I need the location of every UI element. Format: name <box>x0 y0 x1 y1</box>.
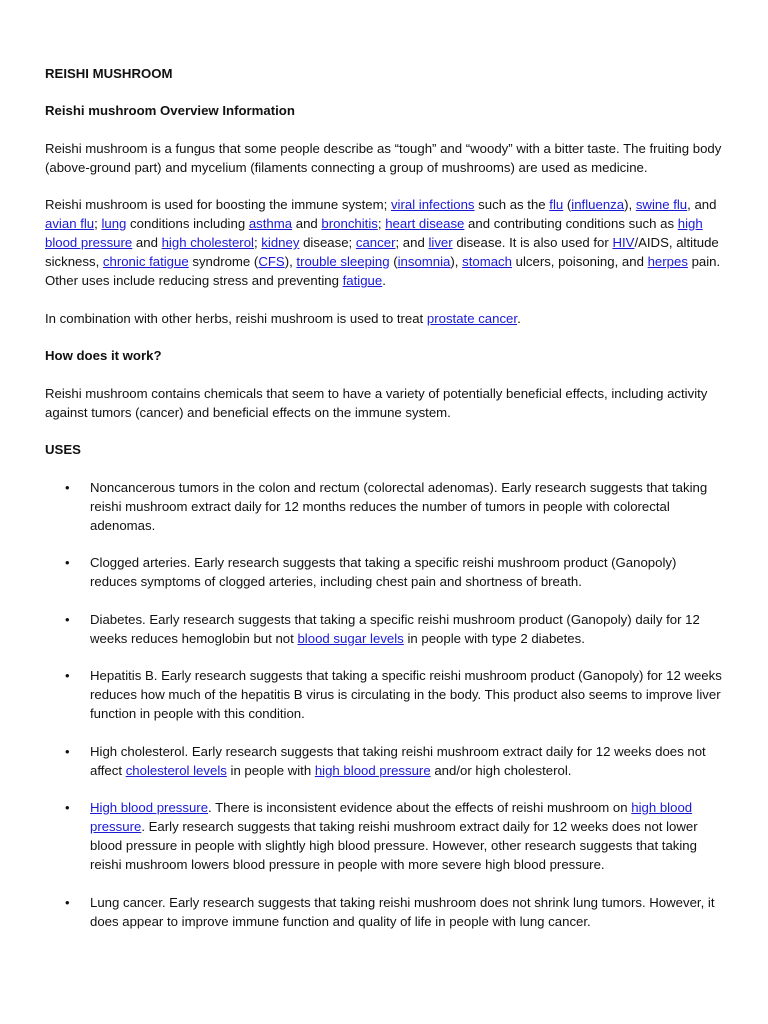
link-viral-infections[interactable]: viral infections <box>390 197 475 212</box>
link-trouble-sleeping[interactable]: trouble sleeping <box>296 254 390 269</box>
link-hiv[interactable]: HIV <box>612 235 635 250</box>
text-segment: . <box>382 273 386 288</box>
link-avian-flu[interactable]: avian flu <box>45 216 95 231</box>
list-item-text: Lung cancer. Early research suggests that taking reishi mushroom does not shrink lung tumors. However, it does appear to improve immune function and quality of life in people with lung cancer. <box>90 894 715 929</box>
link-fatigue[interactable]: fatigue <box>342 273 383 288</box>
link-heart-disease[interactable]: heart disease <box>385 216 465 231</box>
link-herpes[interactable]: herpes <box>647 254 688 269</box>
text-segment: and <box>132 235 162 250</box>
text-segment: ; <box>253 235 262 250</box>
text-segment: syndrome ( <box>188 254 259 269</box>
list-item-text: Noncancerous tumors in the colon and rectum (colorectal adenomas). Early research suggests that taking reishi mushroom extract daily for 12 months reduces the number of tumors in people with colorectal adenomas. <box>90 479 708 533</box>
bullet-icon: • <box>65 555 70 570</box>
bullet-icon: • <box>65 479 70 495</box>
text-segment: pain. Other uses include reducing stress and preventing <box>45 254 721 288</box>
text-segment: In combination with other herbs, reishi mushroom is used to treat <box>45 310 427 326</box>
link-bronchitis[interactable]: bronchitis <box>321 216 378 231</box>
list-item-blood-pressure <box>45 798 725 874</box>
link-high-blood-pressure[interactable]: high blood pressure <box>90 800 693 834</box>
bullet-icon: • <box>65 800 70 815</box>
text-segment: ), <box>624 197 636 212</box>
link-cholesterol-levels[interactable]: cholesterol levels <box>125 762 227 778</box>
how-paragraph: Reishi mushroom contains chemicals that seem to have a variety of potentially beneficial effects, including activity against tumors (cancer) and beneficial effects on the immune system. <box>45 385 708 420</box>
list-item-cholesterol <box>45 742 725 780</box>
text-segment: and <box>292 216 322 231</box>
text-segment: ulcers, poisoning, and <box>511 254 648 269</box>
text-segment: disease; <box>299 235 356 250</box>
link-kidney[interactable]: kidney <box>261 235 300 250</box>
uses-list <box>45 478 725 931</box>
text-segment: ; <box>94 216 102 231</box>
link-flu[interactable]: flu <box>549 197 564 212</box>
link-blood-sugar-levels[interactable]: blood sugar levels <box>297 630 404 646</box>
list-item-lung-cancer <box>45 893 725 931</box>
bullet-icon: • <box>65 611 70 627</box>
overview-heading: Reishi mushroom Overview Information <box>45 103 295 118</box>
bullet-icon: • <box>65 743 70 759</box>
link-high-blood-pressure[interactable]: high blood pressure <box>314 762 431 778</box>
text-segment: such as the <box>474 197 550 212</box>
list-item-hepatitis <box>45 666 725 723</box>
link-high-blood-pressure[interactable]: High blood pressure <box>90 800 209 815</box>
text-segment: Reishi mushroom is used for boosting the immune system; <box>45 197 391 212</box>
intro-paragraph: Reishi mushroom is a fungus that some people describe as “tough” and “woody” with a bitter taste. The fruiting body (above-ground part) and mycelium (filaments connecting a group of mushrooms) are used as medicine. <box>45 140 722 175</box>
link-stomach[interactable]: stomach <box>462 254 512 269</box>
link-influenza[interactable]: influenza <box>571 197 625 212</box>
uses-paragraph <box>45 195 725 290</box>
link-prostate-cancer[interactable]: prostate cancer <box>426 310 518 326</box>
link-cancer[interactable]: cancer <box>355 235 396 250</box>
list-item-text: Hepatitis B. Early research suggests that taking a specific reishi mushroom product (Ganopoly) for 12 weeks reduces how much of the hepatitis B virus is circulating in the body. This product also seems to improve liver function in people with this condition. <box>90 668 722 721</box>
link-chronic-fatigue[interactable]: chronic fatigue <box>102 254 189 269</box>
text-segment: ; and <box>395 235 429 250</box>
document-title: REISHI MUSHROOM <box>45 66 173 81</box>
list-item-text: Clogged arteries. Early research suggests that taking a specific reishi mushroom product (Ganopoly) reduces symptoms of clogged arteries, including chest pain and shortness of breath. <box>90 555 677 589</box>
link-liver[interactable]: liver <box>428 235 453 250</box>
text-segment: ; <box>377 216 386 231</box>
text-segment: , and <box>687 197 717 212</box>
document-page <box>45 64 725 931</box>
text-segment: ( <box>389 254 398 269</box>
link-high-blood-pressure[interactable]: high blood pressure <box>45 216 703 250</box>
text-segment: ( <box>563 197 572 212</box>
text-segment: and contributing conditions such as <box>464 216 678 231</box>
text-segment: conditions including <box>126 216 249 231</box>
text-segment: . Early research suggests that taking reishi mushroom extract daily for 12 weeks does not lower blood pressure in people with slightly high blood pressure. However, other research suggests that taking reishi mushroom lowers blood pressure in people with more severe high blood pressure. <box>90 819 698 872</box>
text-segment: and/or high cholesterol. <box>430 762 572 778</box>
link-swine-flu[interactable]: swine flu <box>635 197 688 212</box>
text-segment: High cholesterol. Early research suggests that taking reishi mushroom extract daily for 12 weeks does not affect <box>90 743 706 778</box>
uses-heading: USES <box>45 442 81 457</box>
bullet-icon: • <box>65 668 70 683</box>
text-segment: . There is inconsistent evidence about the effects of reishi mushroom on <box>208 800 632 815</box>
text-segment: disease. It is also used for <box>452 235 613 250</box>
link-insomnia[interactable]: insomnia <box>397 254 451 269</box>
combination-paragraph <box>45 309 725 328</box>
list-item-arteries <box>45 553 725 591</box>
link-lung[interactable]: lung <box>101 216 127 231</box>
link-high-cholesterol[interactable]: high cholesterol <box>161 235 254 250</box>
text-segment: in people with type 2 diabetes. <box>403 630 585 646</box>
text-segment: . <box>517 310 521 326</box>
link-asthma[interactable]: asthma <box>248 216 293 231</box>
list-item-diabetes <box>45 610 725 648</box>
text-segment: ), <box>450 254 463 269</box>
how-heading: How does it work? <box>45 348 162 363</box>
list-item-colorectal <box>45 478 725 535</box>
text-segment: /AIDS, altitude sickness, <box>45 235 719 269</box>
link-cfs[interactable]: CFS <box>258 254 285 269</box>
text-segment: ), <box>284 254 297 269</box>
text-segment: in people with <box>226 762 315 778</box>
text-segment: Diabetes. Early research suggests that taking a specific reishi mushroom product (Ganopoly) daily for 12 weeks reduces hemoglobin but not <box>90 611 700 646</box>
bullet-icon: • <box>65 894 70 910</box>
